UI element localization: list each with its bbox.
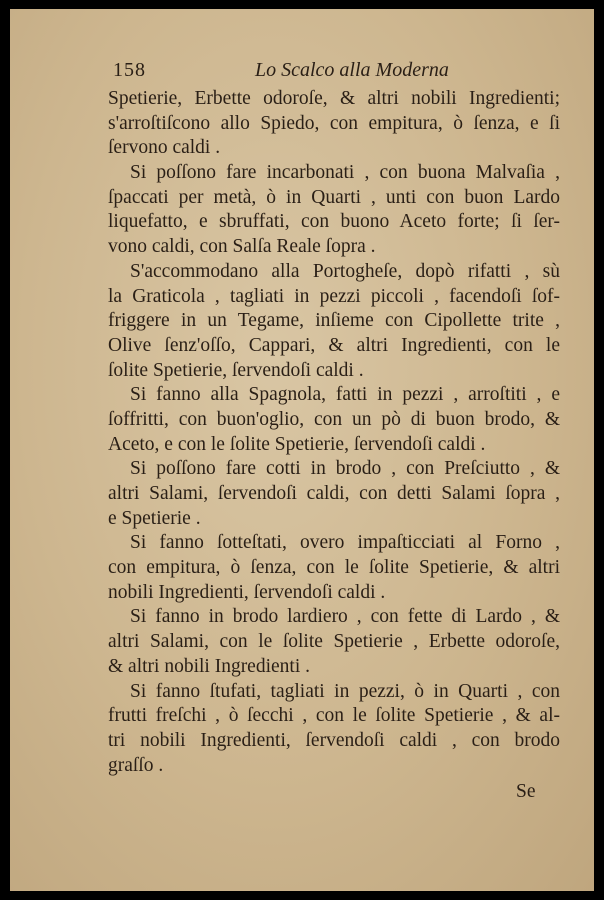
text-line: Olive ſenz'oſſo, Cappari, & altri Ingredienti, con le xyxy=(108,334,560,356)
body-text xyxy=(108,87,560,778)
text-line: nobili Ingredienti, ſervendoſi caldi . xyxy=(108,581,386,603)
text-line: graſſo . xyxy=(108,754,164,776)
text-line: liquefatto, e sbruffati, con buono Aceto forte; ſi ſer- xyxy=(108,211,560,233)
book-page xyxy=(10,9,594,891)
text-line: e Spetierie . xyxy=(108,507,201,529)
text-line: Si poſſono fare incarbonati , con buona Malvaſia , xyxy=(130,162,560,184)
text-line: ſpaccati per metà, ò in Quarti , unti con buon Lardo xyxy=(108,186,560,208)
text-line: con empitura, ò ſenza, con le ſolite Spetierie, & altri xyxy=(108,557,560,579)
text-line: altri Salami, con le ſolite Spetierie , Erbette odoroſe, xyxy=(108,631,560,653)
text-line: Spetierie, Erbette odoroſe, & altri nobili Ingredienti; xyxy=(108,88,560,109)
text-line: Si fanno ſtufati, tagliati in pezzi, ò in Quarti , con xyxy=(130,680,560,702)
text-line: Si fanno in brodo lardiero , con fette di Lardo , & xyxy=(130,606,560,628)
text-line: & altri nobili Ingredienti . xyxy=(108,655,310,677)
text-line: Si poſſono fare cotti in brodo , con Preſciutto , & xyxy=(130,458,560,480)
text-line: ſolite Spetierie, ſervendoſi caldi . xyxy=(108,359,364,381)
text-line: la Graticola , tagliati in pezzi piccoli , facendoſi ſof- xyxy=(108,285,560,307)
page-number: 158 xyxy=(113,59,146,81)
catchword: Se xyxy=(516,781,536,802)
text-line: ſervono caldi . xyxy=(108,137,221,159)
text-line: frutti freſchi , ò ſecchi , con le ſolite Spetierie , & al- xyxy=(108,705,560,727)
text-line: Si fanno ſotteſtati, overo impaſticciati al Forno , xyxy=(130,532,560,554)
text-line: friggere in un Tegame, inſieme con Cipollette trite , xyxy=(108,310,560,332)
text-line: ſoffritti, con buon'oglio, con un pò di buon brodo, & xyxy=(108,408,560,430)
text-line: altri Salami, ſervendoſi caldi, con detti Salami ſopra , xyxy=(108,483,560,504)
text-line: s'arroſtiſcono allo Spiedo, con empitura, ò ſenza, e ſi xyxy=(108,112,560,134)
text-line: tri nobili Ingredienti, ſervendoſi caldi , con brodo xyxy=(108,729,560,751)
text-line: Aceto, e con le ſolite Spetierie, ſervendoſi caldi . xyxy=(108,433,486,455)
text-line: Si fanno alla Spagnola, fatti in pezzi , arroſtiti , e xyxy=(130,384,560,406)
text-line: S'accommodano alla Portogheſe, dopò rifatti , sù xyxy=(130,260,560,282)
running-title: Lo Scalco alla Moderna xyxy=(255,59,449,81)
running-header xyxy=(113,59,573,87)
text-line: vono caldi, con Salſa Reale ſopra . xyxy=(108,236,376,258)
